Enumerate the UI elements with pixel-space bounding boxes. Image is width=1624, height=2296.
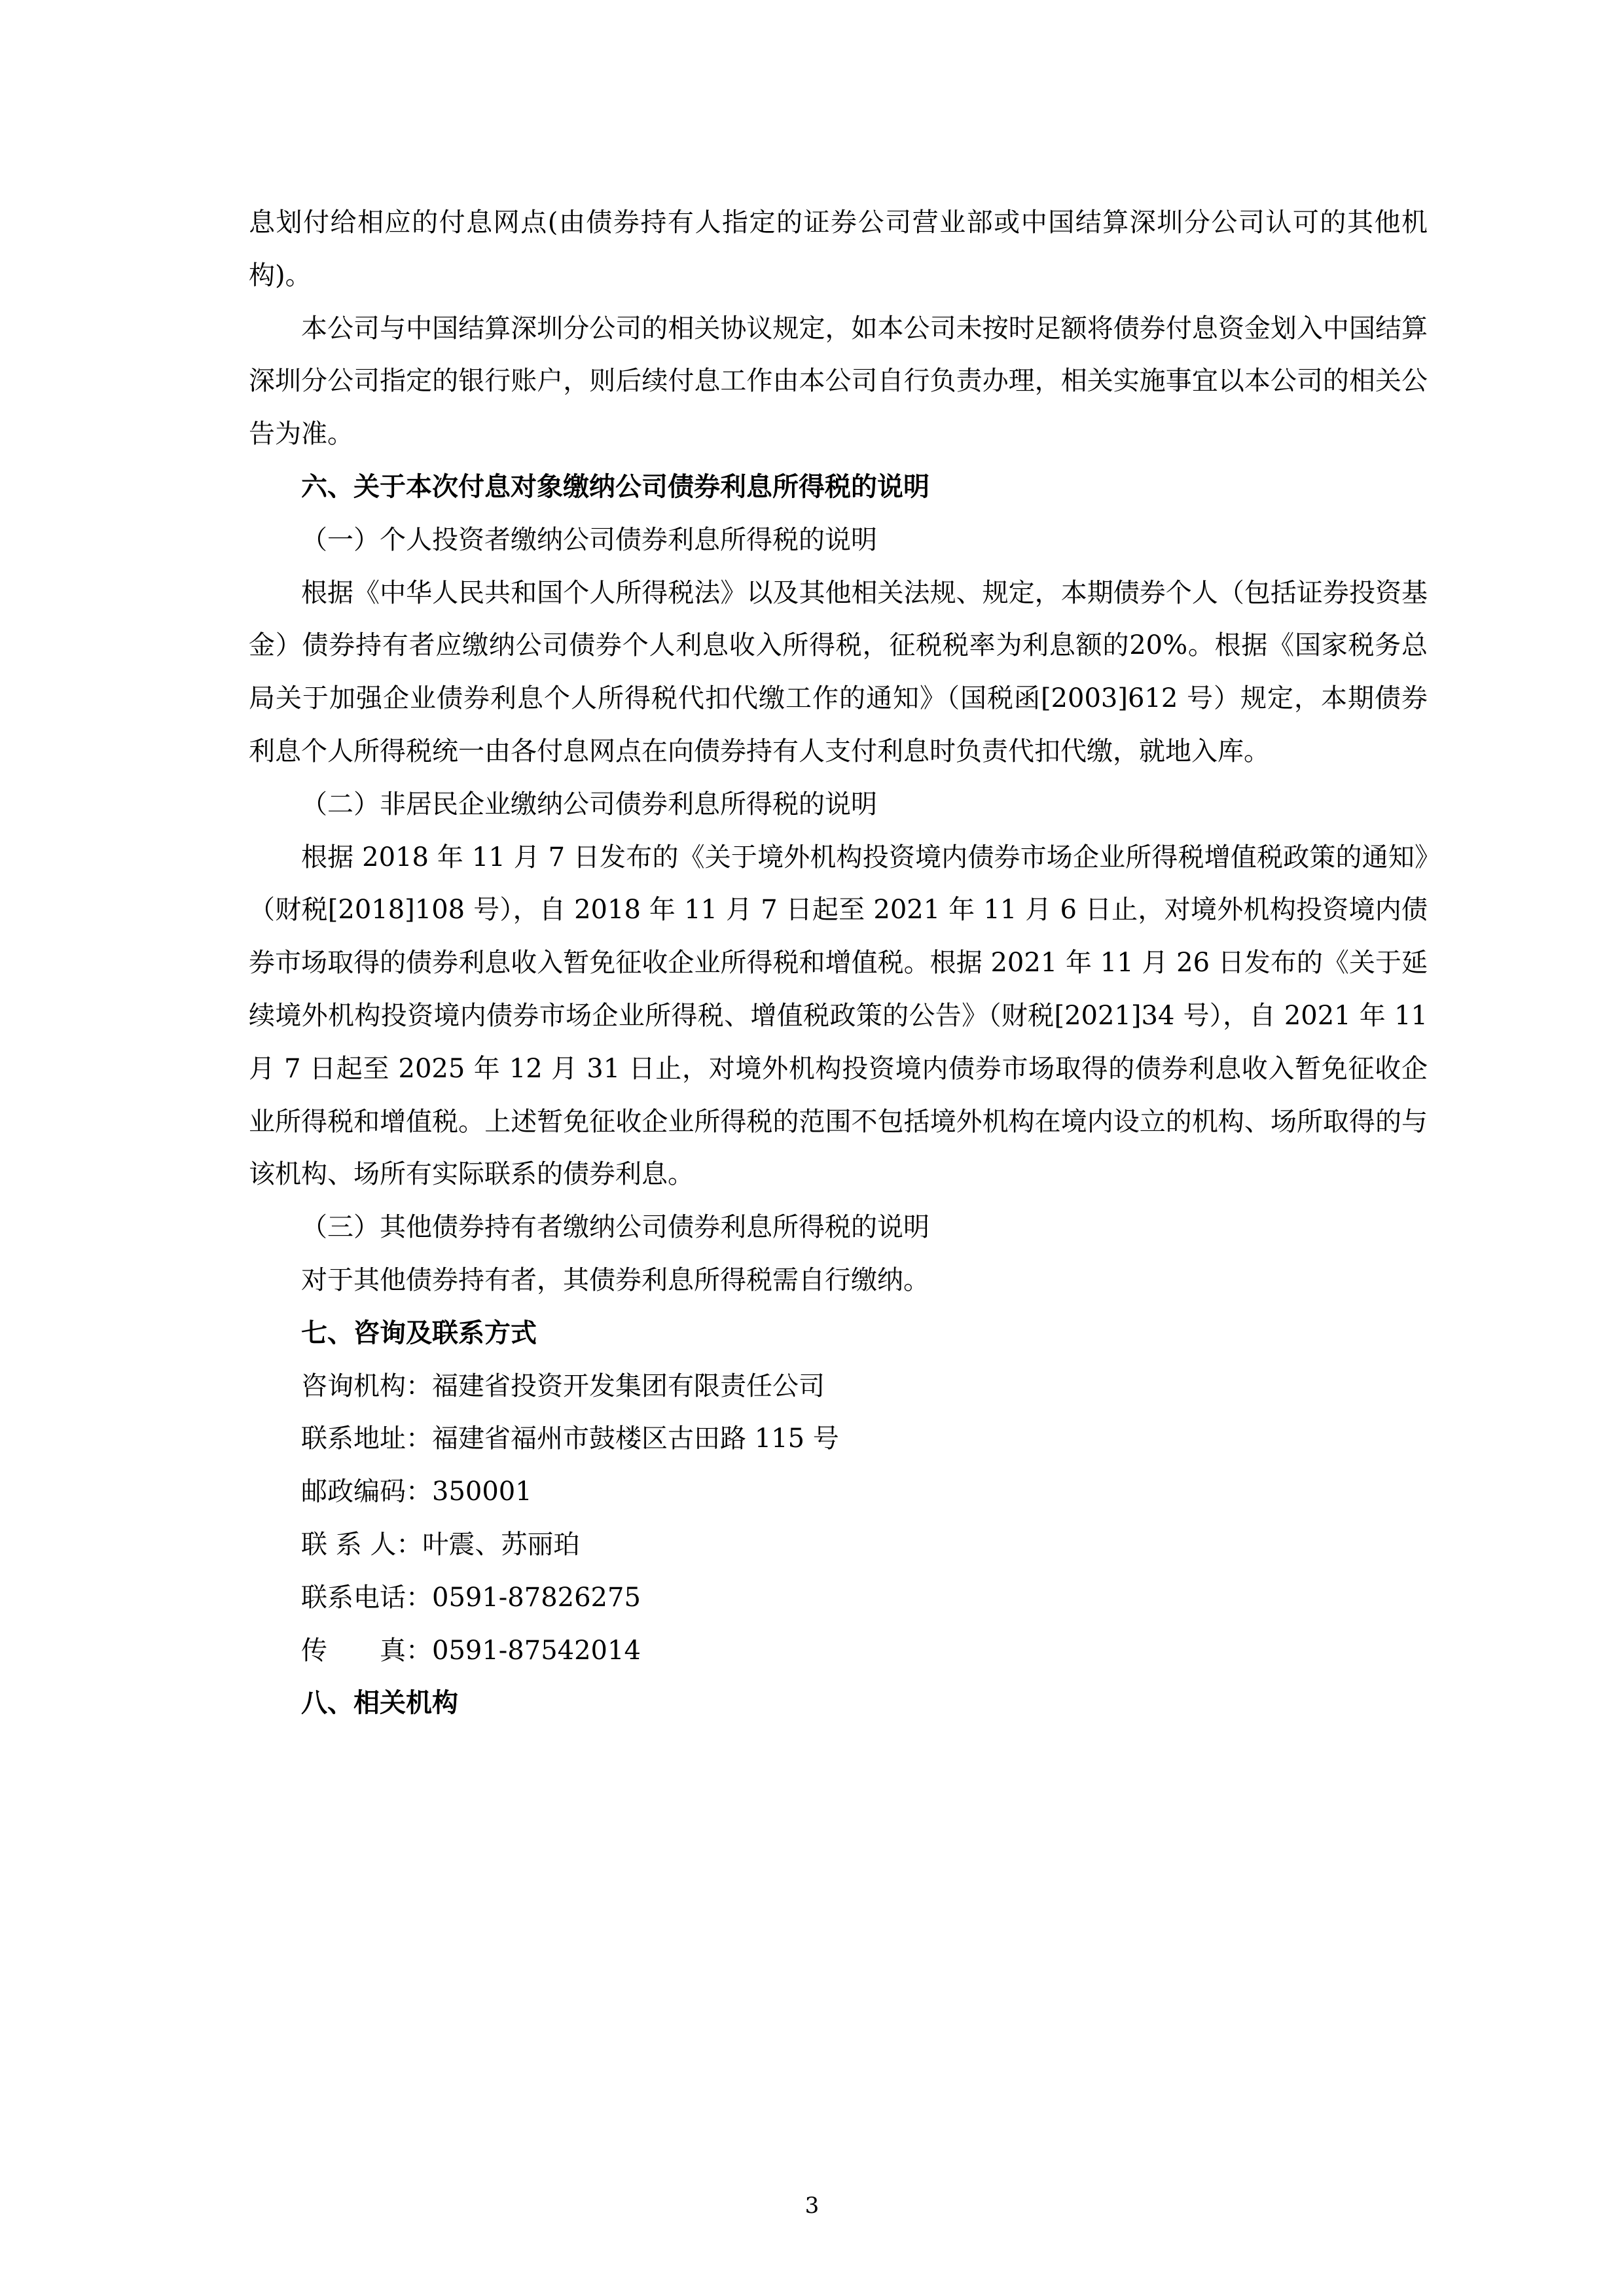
section-heading-six: 六、关于本次付息对象缴纳公司债券利息所得税的说明 — [301, 471, 929, 502]
document-body — [249, 196, 1428, 1730]
paragraph-nonresident-enterprise-tax: 根据 2018 年 11 月 7 日发布的《关于境外机构投资境内债券市场企业所得税增值税政策的通知》（财税[2018]108 号），自 2018 年 11 月 7 日起至 2021 年 11 月 6 日止，对境外机构投资境内债券市场取得的债券利息收入暂免征收企业所得税和增值税。根据 2021 年 11 月 26 日发布的《关于延续境外机构投资境内债券市场企业所得税、增值税政策的公告》（财税[2021]34 号），自 2021 年 11 月 7 日起至 2025 年 12 月 31 日止，对境外机构投资境内债券市场取得的债券利息收入暂免征收企业所得税和增值税。上述暂免征收企业所得税的范围不包括境外机构在境内设立的机构、场所取得的与该机构、场所有实际联系的债券利息。 — [249, 842, 1428, 1190]
paragraph-individual-investor-tax: 根据《中华人民共和国个人所得税法》以及其他相关法规、规定，本期债券个人（包括证券投资基金）债券持有者应缴纳公司债券个人利息收入所得税，征税税率为利息额的20%。根据《国家税务总局关于加强企业债券利息个人所得税代扣代缴工作的通知》（国税函[2003]612 号）规定，本期债券利息个人所得税统一由各付息网点在向债券持有人支付利息时负责代扣代缴，就地入库。 — [249, 577, 1428, 766]
section-heading-seven: 七、咨询及联系方式 — [301, 1317, 537, 1348]
subsection-heading-6-3: （三）其他债券持有者缴纳公司债券利息所得税的说明 — [301, 1212, 929, 1243]
paragraph-continuation: 息划付给相应的付息网点(由债券持有人指定的证券公司营业部或中国结算深圳分公司认可的其他机构)。 — [249, 207, 1428, 291]
contact-address: 联系地址：福建省福州市鼓楼区古田路 115 号 — [301, 1424, 839, 1454]
paragraph-other-holders-tax: 对于其他债券持有者，其债券利息所得税需自行缴纳。 — [301, 1265, 929, 1295]
contact-postcode: 邮政编码：350001 — [301, 1477, 532, 1507]
paragraph-agreement-terms: 本公司与中国结算深圳分公司的相关协议规定，如本公司未按时足额将债券付息资金划入中国结算深圳分公司指定的银行账户，则后续付息工作由本公司自行负责办理，相关实施事宜以本公司的相关公告为准。 — [249, 313, 1428, 450]
contact-phone: 联系电话：0591-87826275 — [301, 1582, 641, 1613]
contact-person: 联 系 人：叶震、苏丽珀 — [301, 1529, 580, 1560]
subsection-heading-6-2: （二）非居民企业缴纳公司债券利息所得税的说明 — [301, 789, 877, 819]
contact-fax: 传 真：0591-87542014 — [301, 1635, 641, 1666]
contact-institution: 咨询机构：福建省投资开发集团有限责任公司 — [301, 1371, 825, 1401]
subsection-heading-6-1: （一）个人投资者缴纳公司债券利息所得税的说明 — [301, 524, 877, 555]
section-heading-eight: 八、相关机构 — [301, 1687, 458, 1719]
page-number: 3 — [804, 2193, 820, 2219]
